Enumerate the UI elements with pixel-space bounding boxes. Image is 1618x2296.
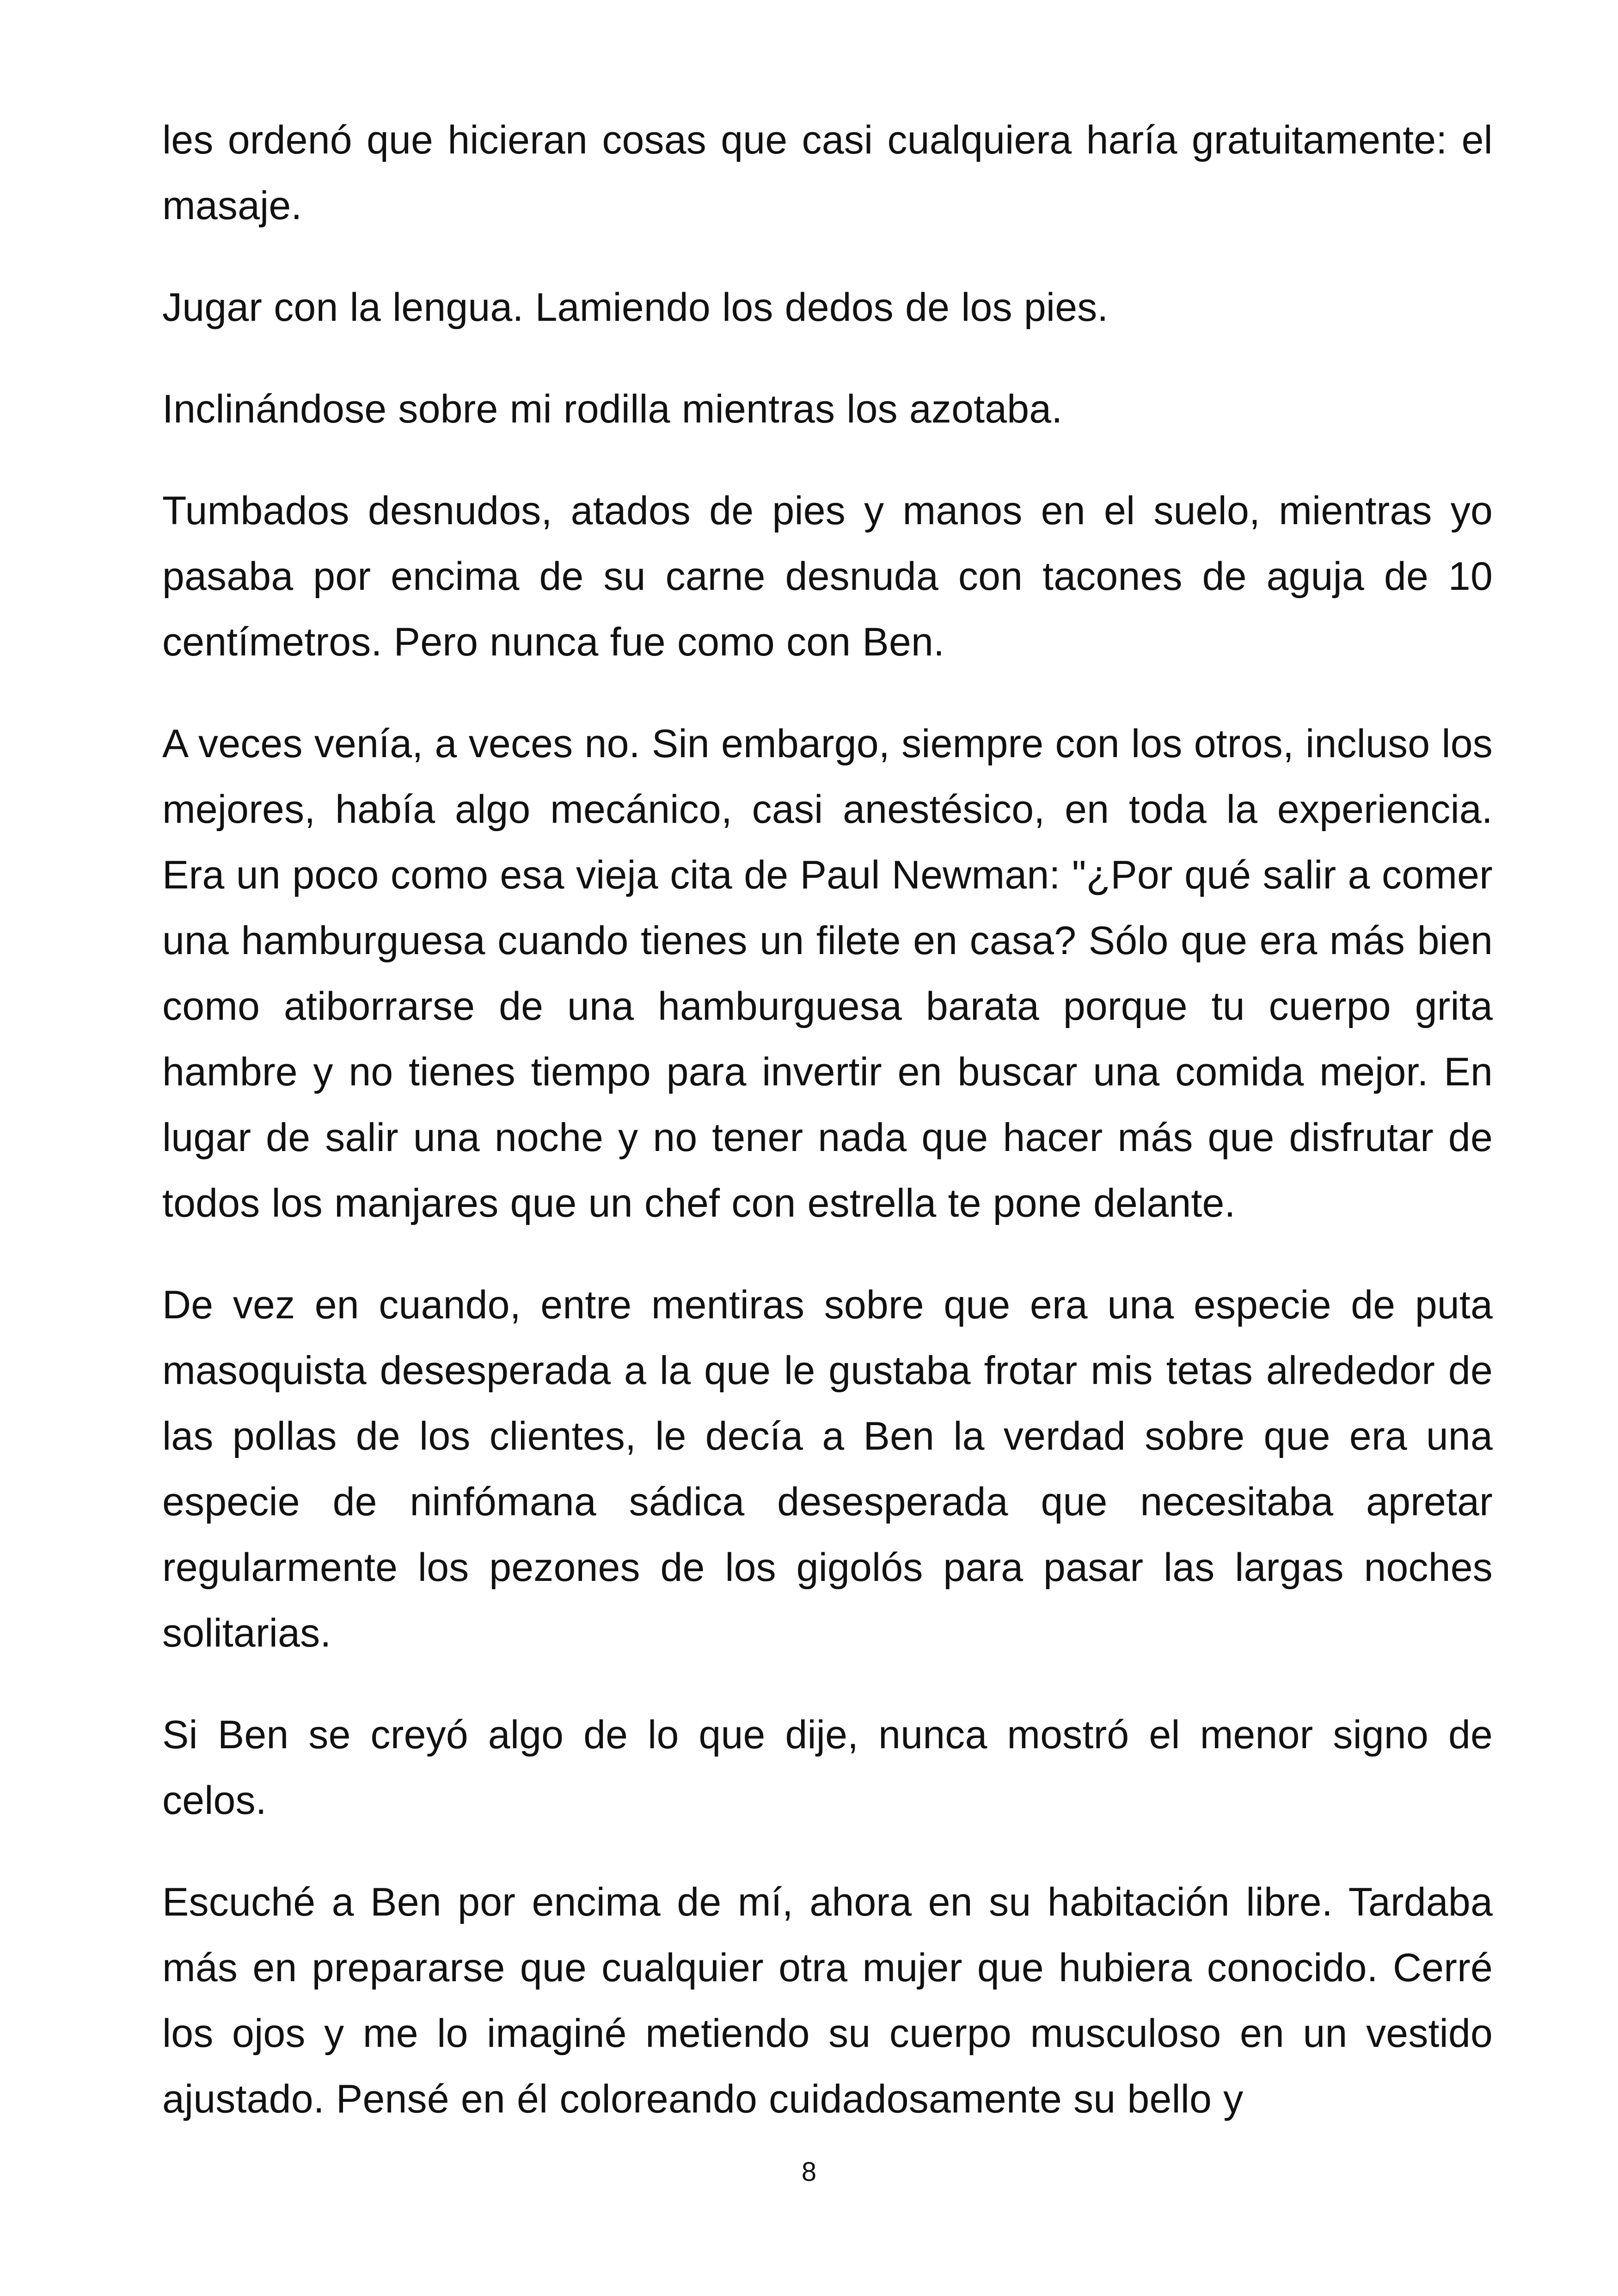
paragraph: Jugar con la lengua. Lamiendo los dedos de los pies. — [162, 285, 1109, 330]
paragraph: Tumbados desnudos, atados de pies y manos en el suelo, mientras yo pasaba por encima de su carne desnuda con tacones de aguja de 10 centímetros. Pero nunca fue como con Ben. — [162, 489, 1493, 664]
body-text — [162, 107, 1493, 2168]
paragraph: Inclinándose sobre mi rodilla mientras los azotaba. — [162, 387, 1063, 431]
paragraph: Si Ben se creyó algo de lo que dije, nunca mostró el menor signo de celos. — [162, 1713, 1493, 1823]
paragraph: Escuché a Ben por encima de mí, ahora en su habitación libre. Tardaba más en prepararse que cualquier otra mujer que hubiera conocido. Cerré los ojos y me lo imaginé metiendo su cuerpo musculoso en un vestido ajustado. Pensé en él coloreando cuidadosamente su bello y — [162, 1880, 1493, 2121]
paragraph: les ordenó que hicieran cosas que casi cualquiera haría gratuitamente: el masaje. — [162, 118, 1493, 228]
page-number: 8 — [801, 2157, 817, 2187]
paragraph: A veces venía, a veces no. Sin embargo, siempre con los otros, incluso los mejores, había algo mecánico, casi anestésico, en toda la experiencia. Era un poco como esa vieja cita de Paul Newman: "¿Por qué salir a comer una hamburguesa cuando tienes un filete en casa? Sólo que era más bien como atiborrarse de una hamburguesa barata porque tu cuerpo grita hambre y no tienes tiempo para invertir en buscar una comida mejor. En lugar de salir una noche y no tener nada que hacer más que disfrutar de todos los manjares que un chef con estrella te pone delante. — [162, 722, 1493, 1225]
paragraph: De vez en cuando, entre mentiras sobre que era una especie de puta masoquista desesperada a la que le gustaba frotar mis tetas alrededor de las pollas de los clientes, le decía a Ben la verdad sobre que era una especie de ninfómana sádica desesperada que necesitaba apretar regularmente los pezones de los gigolós para pasar las largas noches solitarias. — [162, 1283, 1493, 1655]
